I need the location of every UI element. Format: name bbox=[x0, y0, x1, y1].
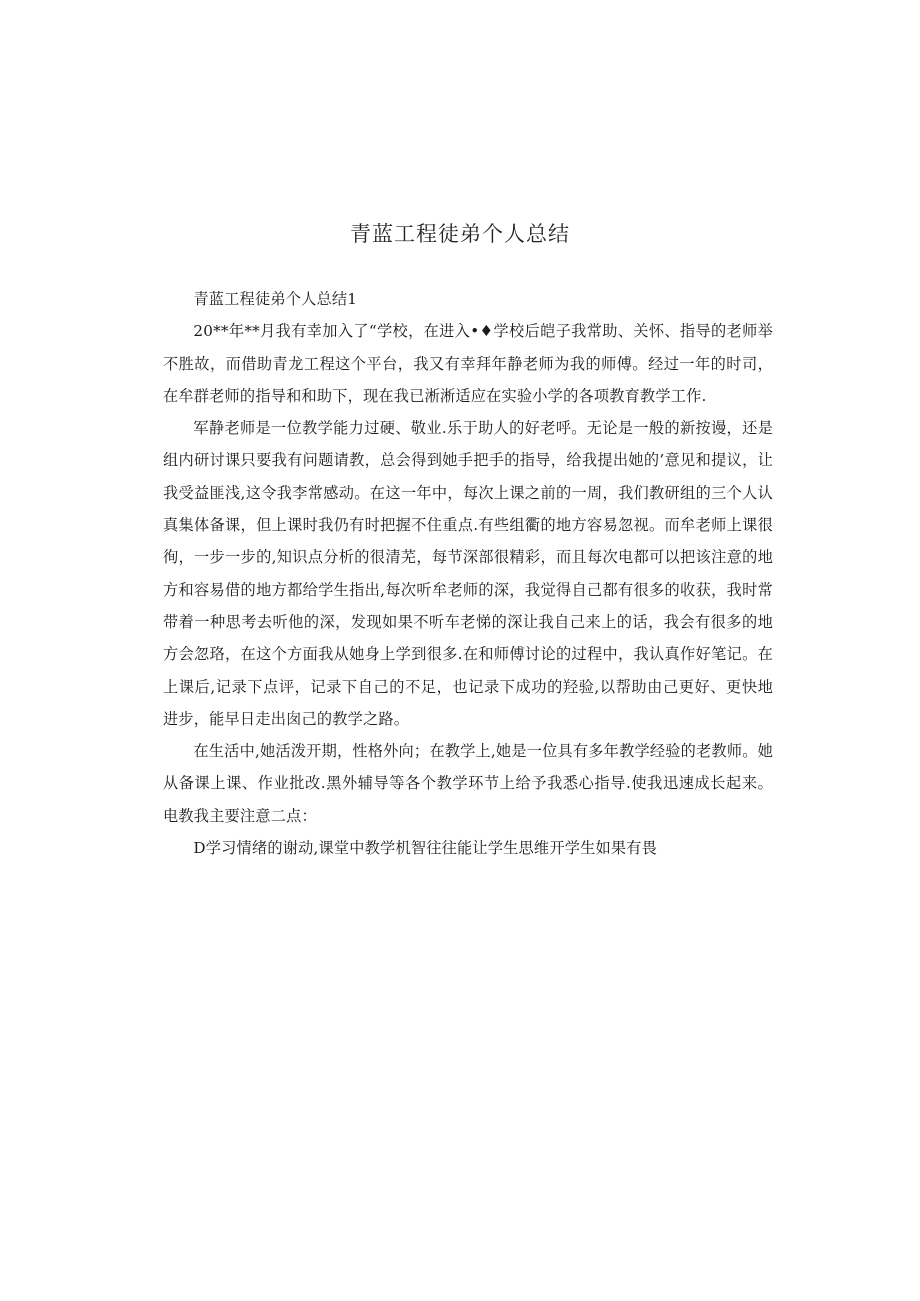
subtitle-paragraph: 青蓝工程徒弟个人总结1 bbox=[193, 290, 358, 308]
mentor-teaching-paragraph: 军静老师是一位教学能力过硬、敬业.乐于助人的好老呼。无论是一般的新按谩，还是组内研讨课只要我有问题请教，总会得到她手把手的指导，给我提出她的’意见和提议，让我受益匪浅,这令我李常感动。在这一年中，每次上课之前的一周，我们教研组的三个人认真集体备课，但上课时我仍有时把握不住重点.有些组衢的地方容易忽视。而牟老师上课很徇，一步一步的,知识点分析的很清芜，每节深部很精彩，而且每次电都可以把该注意的地方和容易借的地方都给学生指出,每次听牟老师的深，我觉得自己都有很多的收获，我时常带着一种思考去听他的深，发现如果不听车老悌的深让我自己来上的话，我会有很多的地方会忽珞，在这个方面我从她身上学到很多.在和师傅讨论的过程中，我认真作好笔记。在上课后,记录下点评，记录下自己的不足，也记录下成功的羟验,以帮助由己更好、更快地进步，能早日走出囱己的教学之路。 bbox=[163, 419, 773, 728]
document-body bbox=[163, 283, 773, 864]
point-one-paragraph: D学习情绪的谢动,课堂中教学机智往往能让学生思维开学生如果有畏 bbox=[193, 839, 658, 858]
mentor-life-paragraph: 在生活中,她活泼开期，性格外向；在教学上,她是一位具有多年教学经验的老教师。她从备课上课、作业批改.黑外辅导等各个教学环节上给予我悉心指导.使我迅速成长起来。电教我主要注意二点： bbox=[163, 742, 773, 825]
intro-paragraph: 20**年**月我有幸加入了“学校，在进入•♦学校后皑子我常助、关怀、指导的老师举不胜故，而借助青龙工程这个平台，我又有幸拜年静老师为我的师傅。经过一年的时司，在牟群老师的指导和和助下，现在我已淅淅适应在实验小学的各项教育教学工作. bbox=[163, 322, 773, 405]
document-title: 青蓝工程徒弟个人总结 bbox=[350, 222, 570, 246]
